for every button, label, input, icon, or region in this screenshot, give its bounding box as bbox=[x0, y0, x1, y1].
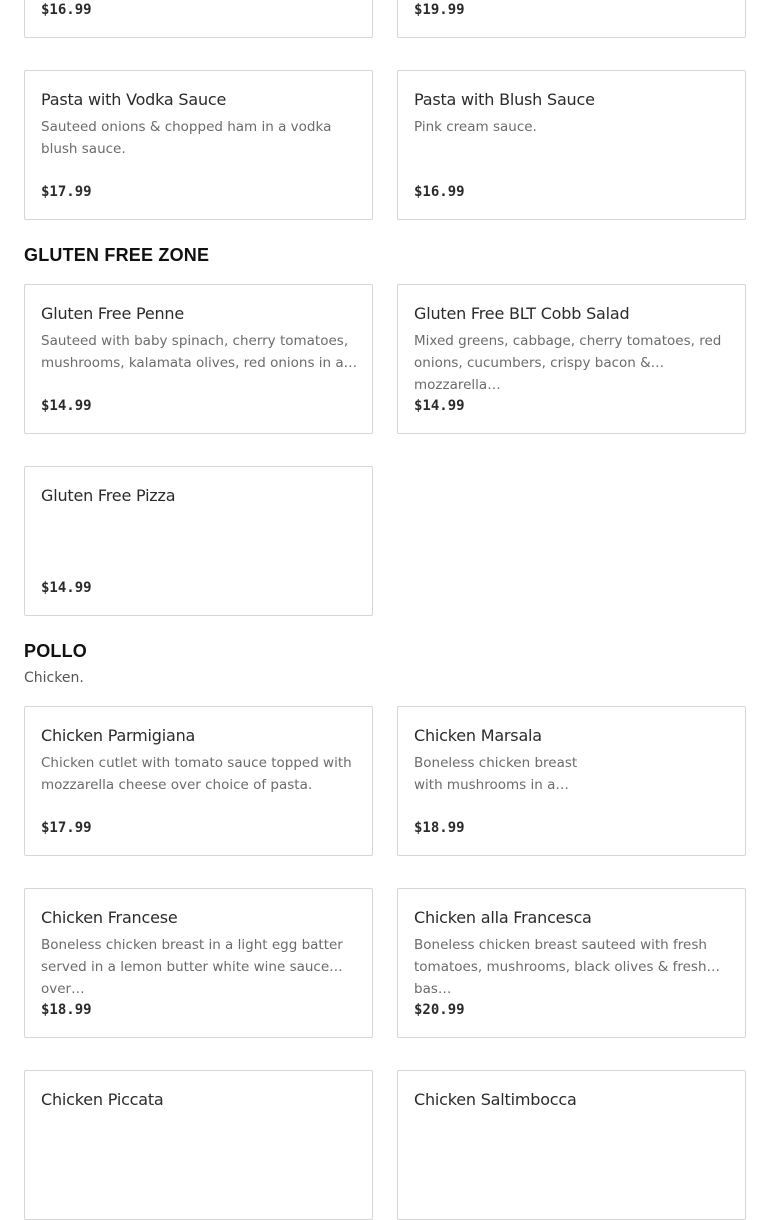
item-name: Chicken Piccata bbox=[41, 1090, 164, 1109]
section-title: GLUTEN FREE ZONE bbox=[24, 245, 210, 265]
item-price: $14.99 bbox=[41, 580, 92, 596]
section-description: Chicken. bbox=[24, 670, 84, 686]
item-name: Chicken Francese bbox=[41, 908, 178, 927]
item-description: Boneless chicken breast sauteed with fresh tomatoes, mushrooms, black olives & fresh bas… bbox=[414, 937, 707, 997]
item-name: Chicken Saltimbocca bbox=[414, 1090, 577, 1109]
item-description: Sauteed with baby spinach, cherry tomatoes, mushrooms, kalamata olives, red onions in a… bbox=[41, 333, 358, 371]
item-description: Sauteed onions & chopped ham in a vodka blush sauce. bbox=[41, 119, 332, 157]
menu-item-card[interactable] bbox=[24, 466, 373, 616]
menu-item-card[interactable] bbox=[24, 70, 373, 220]
menu-item-card[interactable] bbox=[24, 0, 373, 38]
item-price: $18.99 bbox=[41, 1002, 92, 1018]
item-description: Boneless chicken breast with mushrooms in a… bbox=[414, 755, 578, 793]
menu-item-card[interactable] bbox=[397, 1070, 746, 1220]
item-name: Gluten Free Penne bbox=[41, 304, 185, 323]
item-name: Pasta with Blush Sauce bbox=[414, 90, 595, 109]
menu-item-card[interactable] bbox=[24, 1070, 373, 1220]
menu-item-card[interactable] bbox=[397, 888, 746, 1038]
item-name: Pasta with Vodka Sauce bbox=[41, 90, 227, 109]
item-description: Chicken cutlet with tomato sauce topped with mozzarella cheese over choice of pasta. bbox=[41, 755, 352, 793]
item-price: $18.99 bbox=[414, 820, 465, 836]
menu-item-card[interactable] bbox=[397, 284, 746, 434]
item-name: Chicken Parmigiana bbox=[41, 726, 196, 745]
menu-item-card[interactable] bbox=[397, 706, 746, 856]
item-price: $16.99 bbox=[41, 2, 92, 18]
menu-item-card[interactable] bbox=[397, 0, 746, 38]
item-name: Chicken alla Francesca bbox=[414, 908, 592, 927]
item-price: $16.99 bbox=[414, 184, 465, 200]
item-price: $14.99 bbox=[414, 398, 465, 414]
item-name: Gluten Free BLT Cobb Salad bbox=[414, 304, 630, 323]
section-title: POLLO bbox=[24, 641, 87, 661]
item-price: $19.99 bbox=[414, 2, 465, 18]
item-name: Chicken Marsala bbox=[414, 726, 542, 745]
menu-item-card[interactable] bbox=[24, 284, 373, 434]
item-description: Pink cream sauce. bbox=[414, 119, 537, 135]
item-price: $20.99 bbox=[414, 1002, 465, 1018]
item-price: $17.99 bbox=[41, 184, 92, 200]
item-price: $14.99 bbox=[41, 398, 92, 414]
item-description: Mixed greens, cabbage, cherry tomatoes, red onions, cucumbers, crispy bacon & mozzarella… bbox=[414, 333, 722, 393]
item-name: Gluten Free Pizza bbox=[41, 486, 176, 505]
menu-item-card[interactable] bbox=[397, 70, 746, 220]
menu-item-card[interactable] bbox=[24, 706, 373, 856]
item-description: Boneless chicken breast in a light egg batter served in a lemon butter white wine sauce over… bbox=[41, 937, 343, 997]
menu-item-card[interactable] bbox=[24, 888, 373, 1038]
item-price: $17.99 bbox=[41, 820, 92, 836]
